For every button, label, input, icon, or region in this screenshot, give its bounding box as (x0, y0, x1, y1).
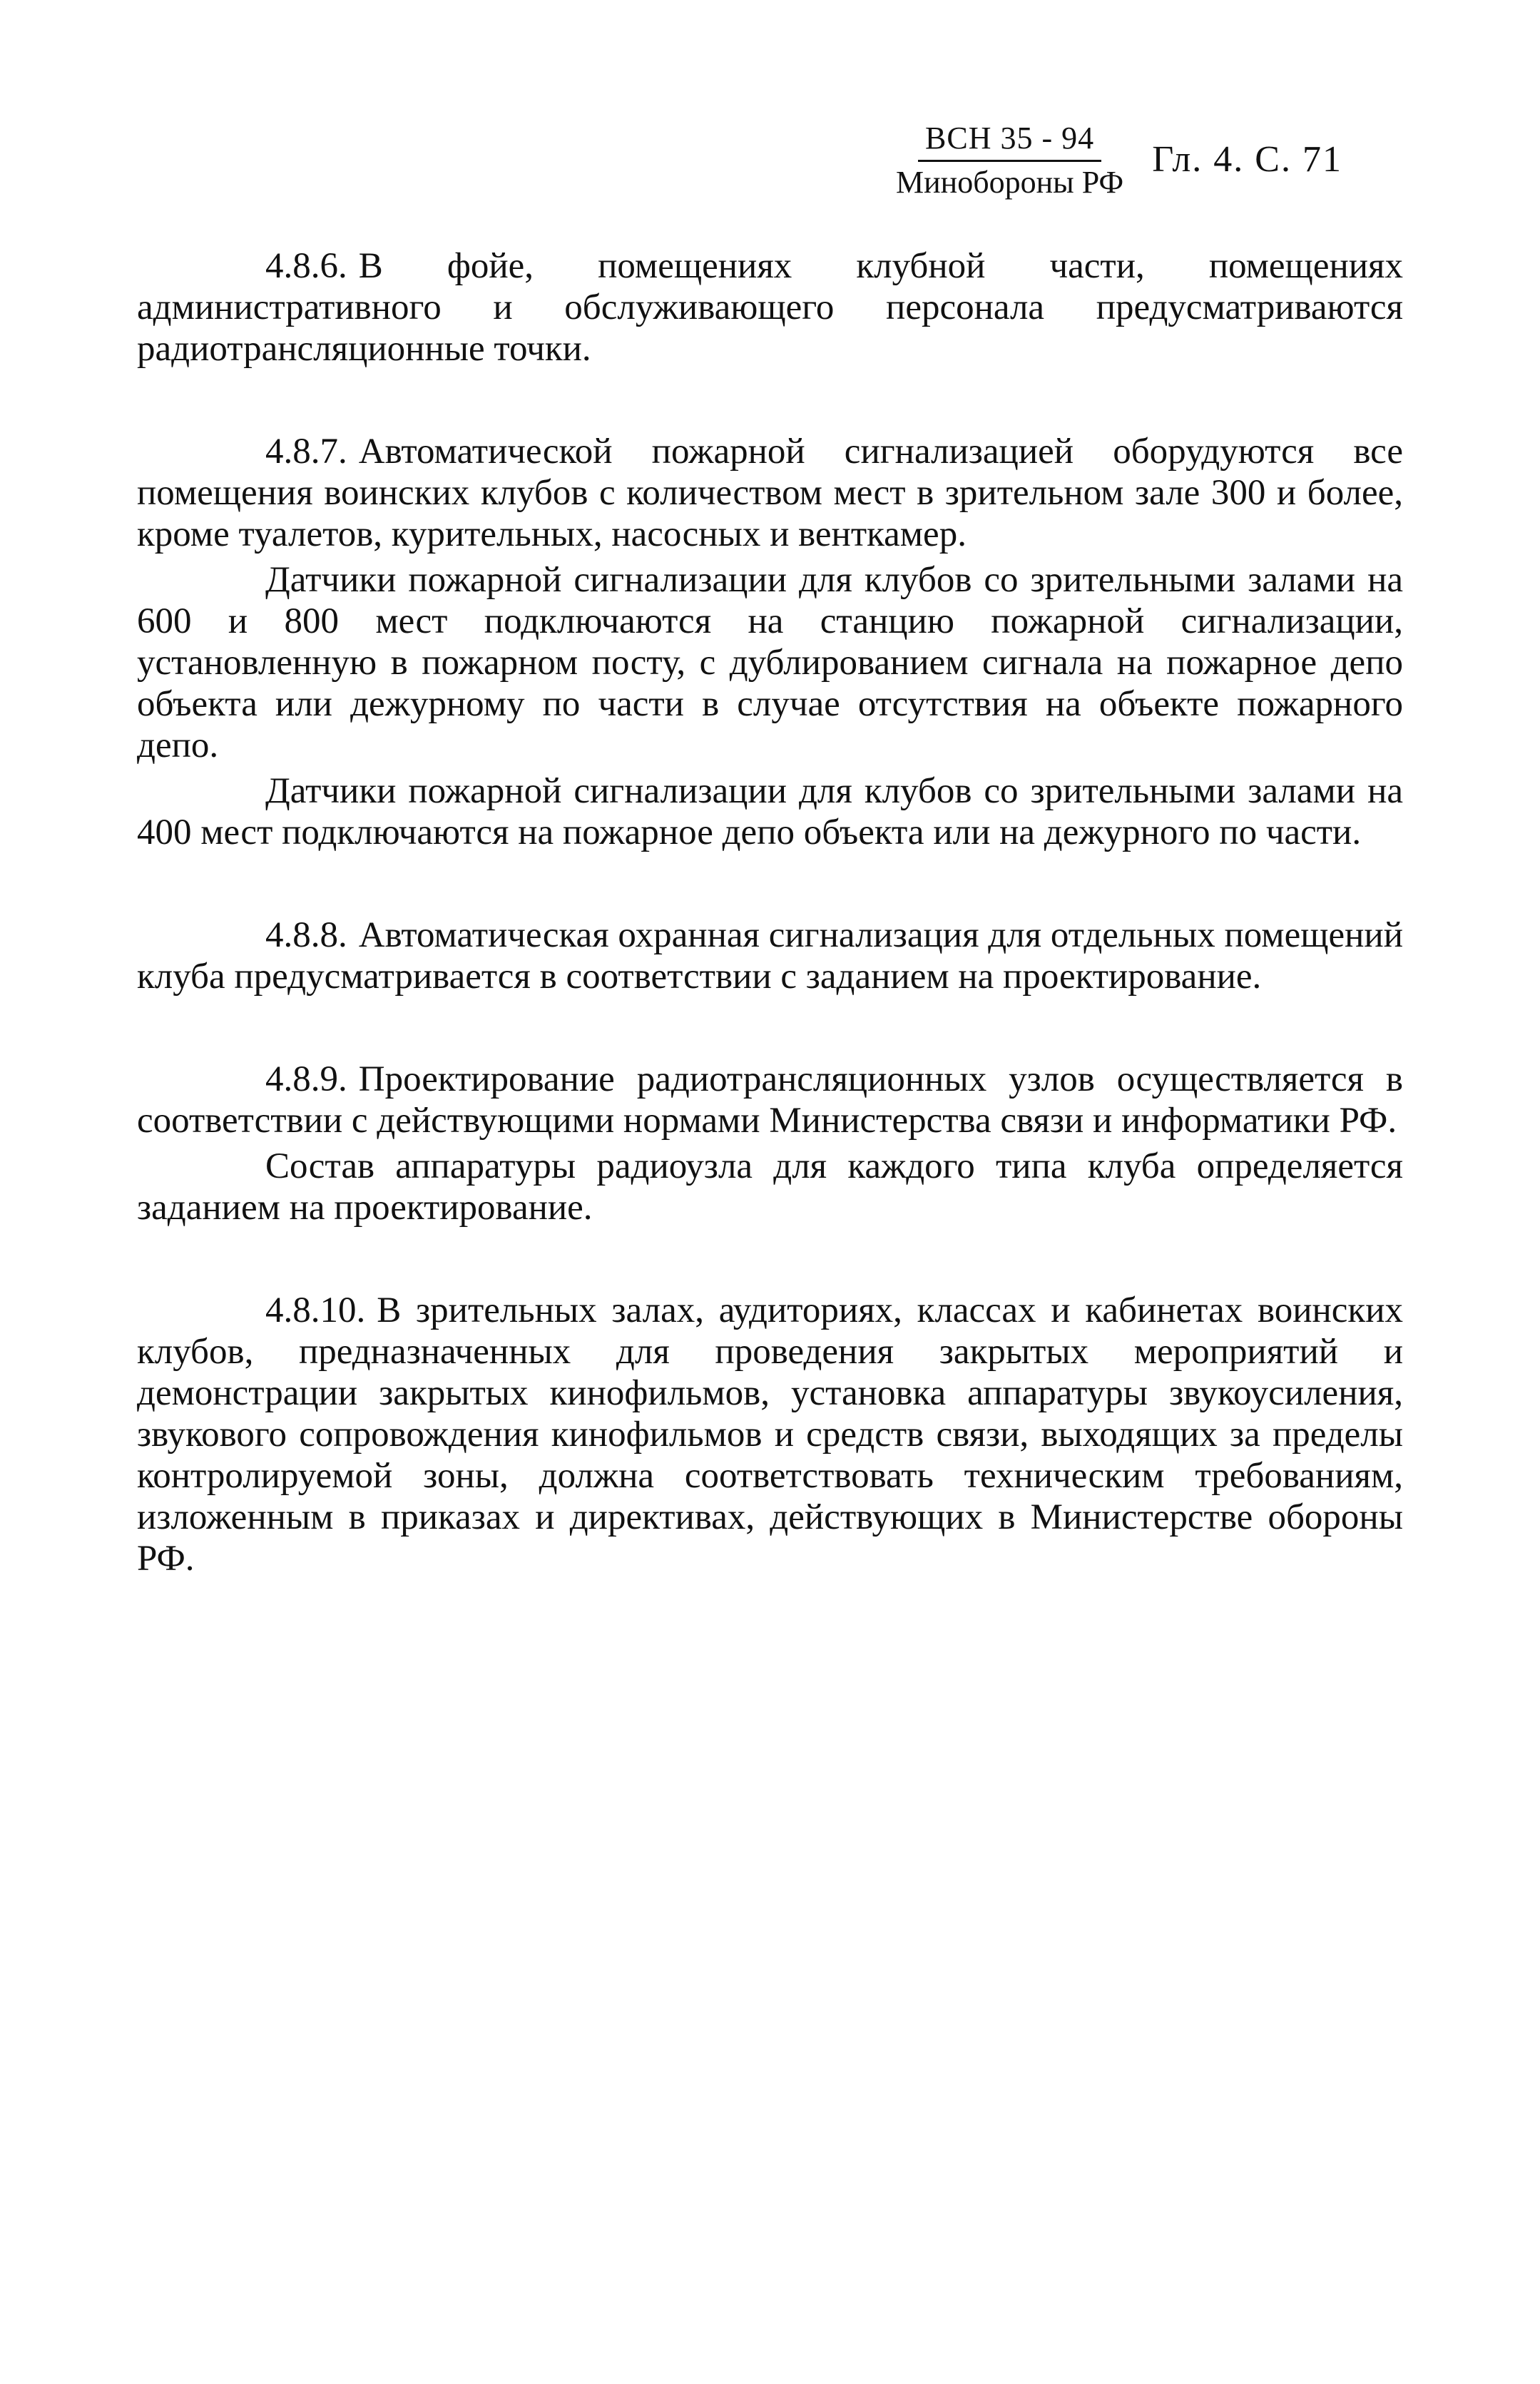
document-code-block (896, 120, 1123, 202)
page-header (896, 120, 1342, 202)
paragraph-4-8-8 (137, 915, 1403, 997)
paragraph-4-8-7-cont-2 (137, 770, 1403, 853)
paragraph-4-8-7 (137, 431, 1403, 555)
paragraph-number: 4.8.8. (265, 915, 347, 955)
paragraph-number: 4.8.7. (265, 432, 347, 472)
paragraph-4-8-9 (137, 1059, 1403, 1141)
page-reference: Гл. 4. С. 71 (1152, 139, 1342, 180)
paragraph-text: Автоматической пожарной сигнализацией оборудуются все помещения воинских клубов с количеством мест в зрительном зале 300 и более, кроме туалетов, курительных, насосных и венткамер. (137, 432, 1403, 554)
paragraph-text: Датчики пожарной сигнализации для клубов со зрительными залами на 600 и 800 мест подключаются на станцию пожарной сигнализации, установленную в пожарном посту, с дублированием сигнала на пожарное депо объекта или дежурному по части в случае отсутствия на объекте пожарного депо. (137, 560, 1403, 765)
issuing-organization: Минобороны РФ (896, 165, 1124, 200)
paragraph-text: В фойе, помещениях клубной части, помещениях административного и обслуживающего персонала предусматриваются радиотрансляционные точки. (137, 246, 1403, 369)
paragraph-text: Состав аппаратуры радиоузла для каждого типа клуба определяется заданием на проектирование. (137, 1146, 1403, 1228)
paragraph-number: 4.8.10. (265, 1290, 366, 1330)
paragraph-4-8-6 (137, 245, 1403, 370)
paragraph-text: Автоматическая охранная сигнализация для отдельных помещений клуба предусматривается в соответствии с заданием на проектирование. (137, 915, 1403, 997)
paragraph-text: Датчики пожарной сигнализации для клубов со зрительными залами на 400 мест подключаются на пожарное депо объекта или на дежурного по части. (137, 771, 1403, 852)
paragraph-4-8-10 (137, 1290, 1403, 1579)
document-code: ВСН 35 - 94 (918, 120, 1101, 162)
document-body (137, 245, 1403, 1579)
paragraph-4-8-7-cont-1 (137, 559, 1403, 766)
paragraph-text: В зрительных залах, аудиториях, классах и кабинетах воинских клубов, предназначенных для проведения закрытых мероприятий и демонстрации закрытых кинофильмов, установка аппаратуры звукоусиления, звукового сопровождения кинофильмов и средств связи, выходящих за пределы контролируемой зоны, должна соответствовать техническим требованиям, изложенным в приказах и директивах, действующих в Министерстве обороны РФ. (137, 1290, 1403, 1579)
paragraph-number: 4.8.6. (265, 246, 347, 286)
paragraph-number: 4.8.9. (265, 1059, 347, 1099)
paragraph-text: Проектирование радиотрансляционных узлов осуществляется в соответствии с действующими нормами Министерства связи и информатики РФ. (137, 1059, 1403, 1141)
paragraph-4-8-9-cont (137, 1146, 1403, 1228)
